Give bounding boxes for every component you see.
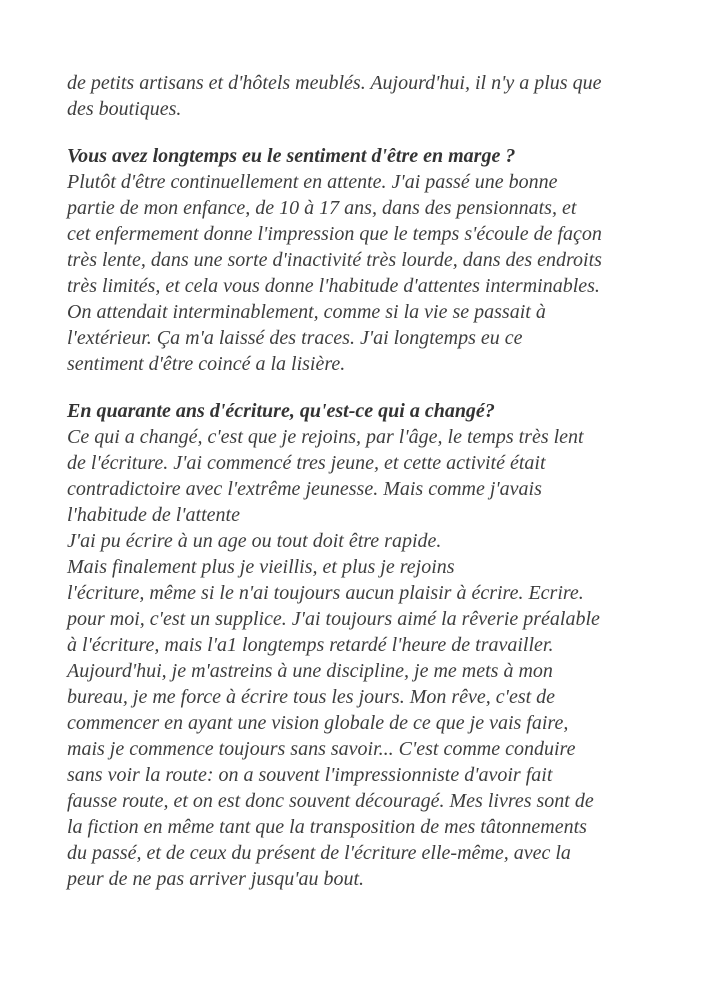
text-line: sentiment d'être coincé a la lisière. — [67, 353, 346, 375]
text-line: pour moi, c'est un supplice. J'ai toujours aimé la rêverie préalable — [67, 608, 600, 630]
text-line: de petits artisans et d'hôtels meublés. Aujourd'hui, il n'y a plus que — [67, 72, 602, 94]
text-line: J'ai pu écrire à un age ou tout doit être rapide. — [67, 530, 442, 552]
interview-question — [67, 143, 652, 169]
text-line: On attendait interminablement, comme si la vie se passait à — [67, 301, 546, 323]
text-line: contradictoire avec l'extrême jeunesse. Mais comme j'avais — [67, 478, 542, 500]
text-line: l'extérieur. Ça m'a laissé des traces. J'ai longtemps eu ce — [67, 327, 523, 349]
text-line: très limités, et cela vous donne l'habitude d'attentes interminables. — [67, 275, 600, 297]
text-line: Mais finalement plus je vieillis, et plus je rejoins — [67, 556, 455, 578]
text-line: partie de mon enfance, de 10 à 17 ans, dans des pensionnats, et — [67, 197, 577, 219]
answer-continuation — [67, 70, 652, 122]
text-line: Vous avez longtemps eu le sentiment d'être en marge ? — [67, 145, 516, 167]
text-line: des boutiques. — [67, 98, 182, 120]
text-line: bureau, je me force à écrire tous les jours. Mon rêve, c'est de — [67, 686, 556, 708]
text-line: l'habitude de l'attente — [67, 504, 240, 526]
text-line: la fiction en même tant que la transposition de mes tâtonnements — [67, 816, 587, 838]
text-line: de l'écriture. J'ai commencé tres jeune, et cette activité était — [67, 452, 546, 474]
text-line: Ce qui a changé, c'est que je rejoins, par l'âge, le temps très lent — [67, 426, 584, 448]
interview-answer — [67, 169, 652, 377]
text-line: fausse route, et on est donc souvent découragé. Mes livres sont de — [67, 790, 594, 812]
text-line: l'écriture, même si le n'ai toujours aucun plaisir à écrire. Ecrire. — [67, 582, 584, 604]
text-line: En quarante ans d'écriture, qu'est-ce qui a changé? — [67, 400, 495, 422]
text-line: commencer en ayant une vision globale de ce que je vais faire, — [67, 712, 569, 734]
text-line: peur de ne pas arriver jusqu'au bout. — [67, 868, 365, 890]
text-blocks-container — [67, 70, 652, 892]
interview-question — [67, 398, 652, 424]
text-line: sans voir la route: on a souvent l'impressionniste d'avoir fait — [67, 764, 553, 786]
text-line: très lente, dans une sorte d'inactivité très lourde, dans des endroits — [67, 249, 602, 271]
text-line: à l'écriture, mais l'a1 longtemps retardé l'heure de travailler. — [67, 634, 554, 656]
text-line: du passé, et de ceux du présent de l'écriture elle-même, avec la — [67, 842, 571, 864]
interview-answer — [67, 424, 652, 892]
text-line: Plutôt d'être continuellement en attente. J'ai passé une bonne — [67, 171, 558, 193]
text-line: cet enfermement donne l'impression que le temps s'écoule de façon — [67, 223, 602, 245]
text-line: mais je commence toujours sans savoir... C'est comme conduire — [67, 738, 576, 760]
text-line: Aujourd'hui, je m'astreins à une discipline, je me mets à mon — [67, 660, 553, 682]
